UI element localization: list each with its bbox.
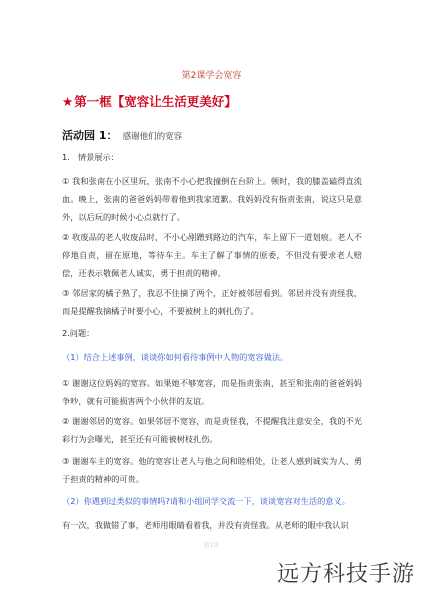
scenario-2: ② 收废品的老人收废品时，不小心剐蹭到路边的汽车，车上留下一道划痕。老人不停地自责，留在原地，等待车主。车主了解了事情的原委，不但没有要求老人赔偿，还表示敬佩老人诚实，勇于担责的精神。 xyxy=(62,232,362,278)
question-2: （2）你遇到过类似的事情吗?请和小组同学交流一下，谈谈宽容对生活的意义。 xyxy=(62,496,350,506)
section-heading-text: 第一框【宽容让生活更美好】 xyxy=(74,94,237,109)
scenario-3: ③ 邻居家的橘子熟了，我忍不住摘了两个，正好被邻居看到。邻居并没有责怪我，而是提醒我摘橘子时要小心，不要被树上的刺扎伤了。 xyxy=(62,288,362,316)
answer-4: 有一次，我做错了事，老师用眼睛看着我，并没有责怪我。从老师的眼中我认识 xyxy=(62,520,349,530)
page-footer-mark: 第1页 xyxy=(203,542,220,549)
watermark-text: 远方科技手游 xyxy=(276,562,415,587)
answer-2: ② 谢谢邻居的宽容。如果邻居不宽容，而是责怪我，不提醒我注意安全，我的不光彩行为会曝光，甚至还有可能被树枝扎伤。 xyxy=(62,416,362,444)
scenario-1: ① 我和张南在小区里玩，张南不小心把我撞倒在台阶上。顿时，我的膝盖磕得直流血。晚上，张南的爸爸妈妈带着他到我家道歉。我妈妈没有指责张南，说这只是意外，以后玩的时候小心点就行了。 xyxy=(62,176,362,222)
activity-subtitle: 感谢他们的宽容 xyxy=(122,132,183,142)
activity-heading xyxy=(62,124,182,143)
star-icon: ★ xyxy=(62,94,74,109)
item1-label: 1. 情景展示： xyxy=(62,152,119,162)
lesson-title: 第2课学会宽容 xyxy=(181,71,242,81)
section-heading xyxy=(62,92,237,110)
answer-3: ③ 谢谢车主的宽容。他的宽容让老人与他之间和睦相处，让老人感到诚实为人、勇于担责的精神的可贵。 xyxy=(62,456,362,484)
activity-label: 活动园 1： xyxy=(62,129,118,142)
question-1: （1）结合上述事例，谈谈你如何看待事例中人物的宽容做法。 xyxy=(62,352,289,362)
item2-label: 2.问题： xyxy=(62,328,95,338)
answer-1: ① 谢谢这位妈妈的宽容。如果她不够宽容，而是指责张南，甚至和张南的爸爸妈妈争吵，就有可能损害两个小伙伴的友谊。 xyxy=(62,378,362,406)
